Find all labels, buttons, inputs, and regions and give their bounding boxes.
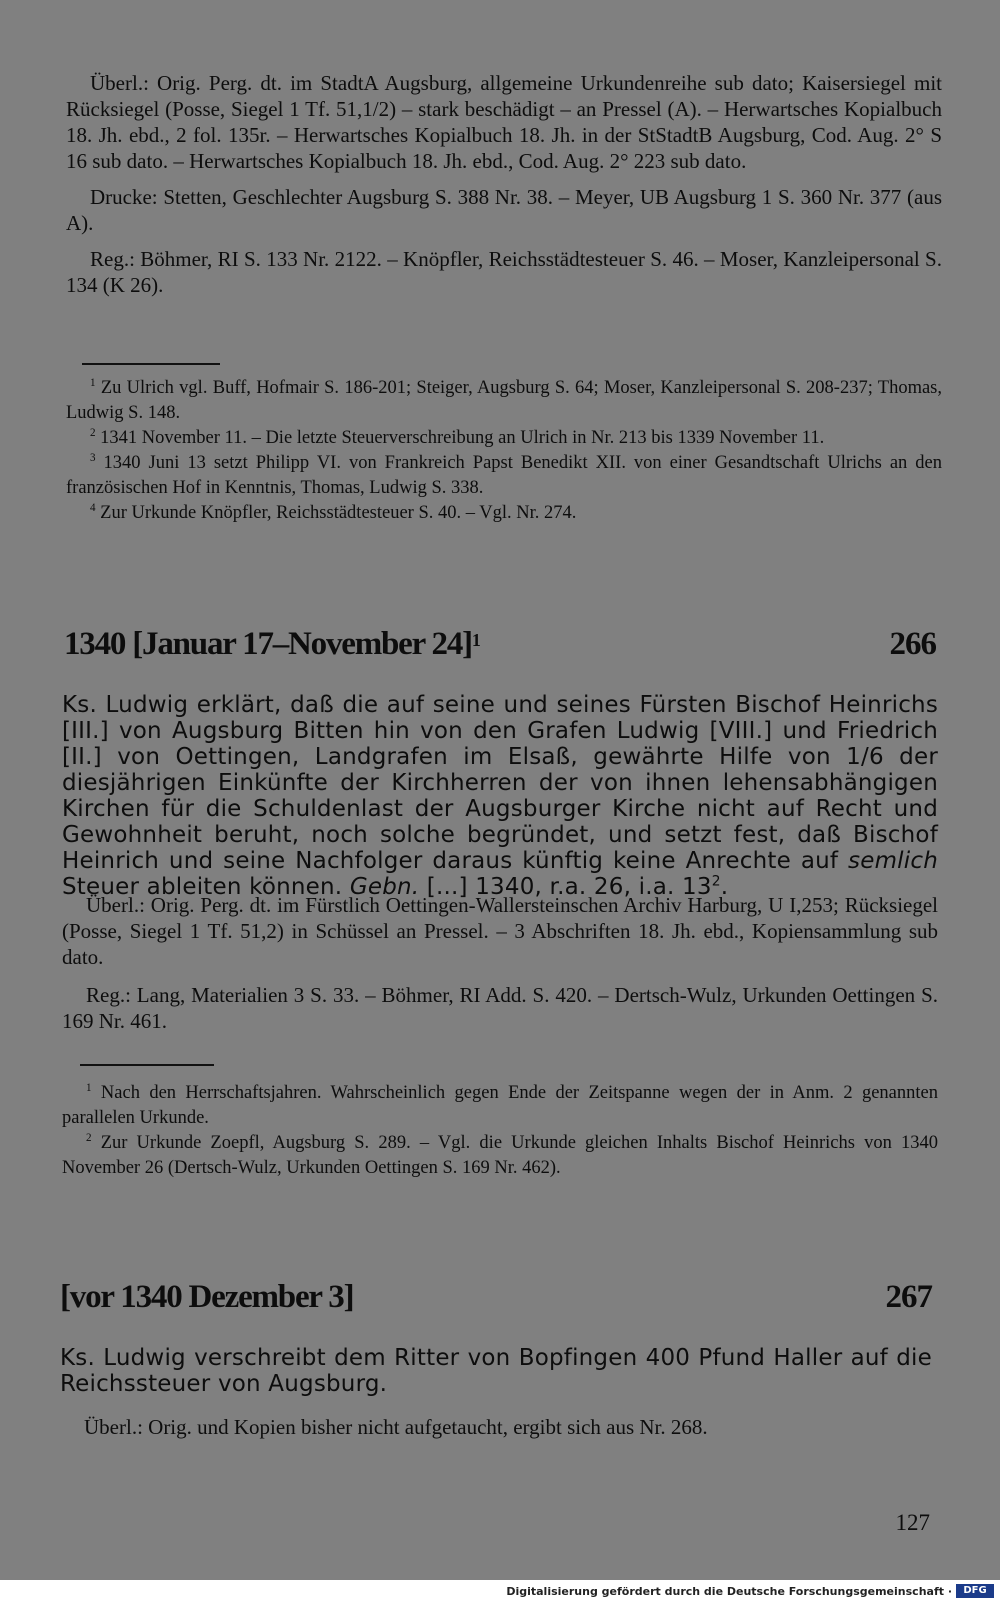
footnote-text: Zur Urkunde Knöpfler, Reichsstädtesteuer S. 40. – Vgl. Nr. 274. [100, 503, 577, 523]
footnote-mark: 2 [90, 426, 96, 439]
digitization-footer [0, 1580, 1000, 1603]
footnote-text: Zu Ulrich vgl. Buff, Hofmair S. 186-201; Steiger, Augsburg S. 64; Moser, Kanzleipersonal S. 208-237; Thomas, Ludwig S. 148. [66, 378, 943, 423]
footnote [62, 1081, 938, 1131]
entry-266-regest [62, 692, 938, 900]
footnote-mark: 3 [90, 451, 96, 464]
footnote-mark: 1 [86, 1081, 92, 1094]
regest-part: Steuer ableiten können. [62, 874, 350, 900]
footnote-rule [80, 1064, 214, 1066]
footnote-rule [82, 363, 220, 365]
entry-266-footnotes [62, 1081, 938, 1181]
entry-date-mark: 1 [471, 630, 480, 650]
entry-267-date: [vor 1340 Dezember 3] [60, 1279, 354, 1315]
footnote-mark: 4 [90, 501, 96, 514]
entry-267-regest [60, 1345, 932, 1397]
ueberl-text: Überl.: Orig. Perg. dt. im StadtA Augsburg, allgemeine Urkundenreihe sub dato; Kaisersiegel mit Rücksiegel (Posse, Siegel 1 Tf. 51,1/2) – stark beschädigt – an Pressel (A). – Herwartsches Kopialbuch 18. Jh. ebd., 2 fol. 135r. – Herwartsches Kopialbuch 18. Jh. in der StStadtB Augsburg, Cod. Aug. 2° S 16 sub dato. – Herwartsches Kopialbuch 18. Jh. ebd., Cod. Aug. 2° 223 sub dato. [66, 71, 942, 173]
ueberl-text: Überl.: Orig. Perg. dt. im Fürstlich Oettingen-Wallersteinschen Archiv Harburg, U I,253; Rücksiegel (Posse, Siegel 1 Tf. 51,2) in Schüssel an Pressel. – 3 Abschriften 18. Jh. ebd., Kopiensammlung sub dato. [62, 893, 938, 969]
footnote-text: Nach den Herrschaftsjahren. Wahrscheinlich gegen Ende der Zeitspanne wegen der in Anm. 2 genannten parallelen Urkunde. [62, 1083, 938, 1128]
footnote [62, 1131, 938, 1181]
drucke-text: Drucke: Stetten, Geschlechter Augsburg S. 388 Nr. 38. – Meyer, UB Augsburg 1 S. 360 Nr. 377 (aus A). [66, 185, 942, 235]
regest-italic: Gebn. [349, 874, 420, 900]
previous-entry-footnotes [66, 376, 942, 526]
entry-266-date [64, 626, 480, 663]
dfg-logo-icon: DFG [956, 1584, 994, 1598]
entry-267-notes [60, 1414, 932, 1440]
footer-text: Digitalisierung gefördert durch die Deutsche Forschungsgemeinschaft · [506, 1585, 952, 1598]
footnote [66, 426, 942, 451]
footnote [66, 451, 942, 501]
entry-date-text: 1340 [Januar 17–November 24] [64, 626, 472, 662]
regest-footnote-mark: 2 [711, 873, 721, 890]
regest-italic: semlich [848, 848, 938, 874]
reg-text: Reg.: Böhmer, RI S. 133 Nr. 2122. – Knöpfler, Reichsstädtesteuer S. 46. – Moser, Kanzleipersonal S. 134 (K 26). [66, 247, 942, 297]
regest-text: Ks. Ludwig verschreibt dem Ritter von Bopfingen 400 Pfund Haller auf die Reichssteuer von Augsburg. [60, 1345, 932, 1397]
footnote [66, 501, 942, 526]
footnote-text: Zur Urkunde Zoepfl, Augsburg S. 289. – Vgl. die Urkunde gleichen Inhalts Bischof Heinrichs von 1340 November 26 (Dertsch-Wulz, Urkunden Oettingen S. 169 Nr. 462). [62, 1133, 939, 1178]
entry-267-number: 267 [885, 1279, 932, 1315]
regest-part: Ks. Ludwig erklärt, daß die auf seine und seines Fürsten Bischof Heinrichs [III.] von Augsburg Bitten hin von den Grafen Ludwig [VIII.] und Friedrich [II.] von Oettingen, Landgrafen im Elsaß, gewährte Hilfe von 1/6 der diesjährigen Einkünfte der Kirchherren der von ihnen lehensabhängigen Kirchen für die Schuldenlast der Augsburger Kirche nicht auf Recht und Gewohnheit beruht, noch solche begründet, und setzt fest, daß Bischof Heinrich und seine Nachfolger daraus künftig keine Anrechte auf [62, 692, 938, 874]
entry-266-number: 266 [889, 626, 936, 662]
ueberl-text: Überl.: Orig. und Kopien bisher nicht aufgetaucht, ergibt sich aus Nr. 268. [84, 1415, 708, 1439]
regest-part: [...] 1340, r.a. 26, i.a. 13 [419, 874, 712, 900]
footnote [66, 376, 942, 426]
footnote-text: 1341 November 11. – Die letzte Steuerverschreibung an Ulrich in Nr. 213 bis 1339 November 11. [100, 428, 825, 448]
page-number: 127 [895, 1510, 930, 1535]
reg-text: Reg.: Lang, Materialien 3 S. 33. – Böhmer, RI Add. S. 420. – Dertsch-Wulz, Urkunden Oettingen S. 169 Nr. 461. [62, 983, 938, 1033]
footnote-text: 1340 Juni 13 setzt Philipp VI. von Frankreich Papst Benedikt XII. von einer Gesandtschaft Ulrichs an den französischen Hof in Kenntnis, Thomas, Ludwig S. 338. [66, 453, 942, 498]
entry-266-notes [62, 892, 938, 1034]
footnote-mark: 2 [86, 1131, 92, 1144]
footnote-mark: 1 [90, 376, 96, 389]
regest-part: . [720, 874, 729, 900]
regest-text [62, 692, 938, 900]
previous-entry-notes [66, 70, 942, 298]
